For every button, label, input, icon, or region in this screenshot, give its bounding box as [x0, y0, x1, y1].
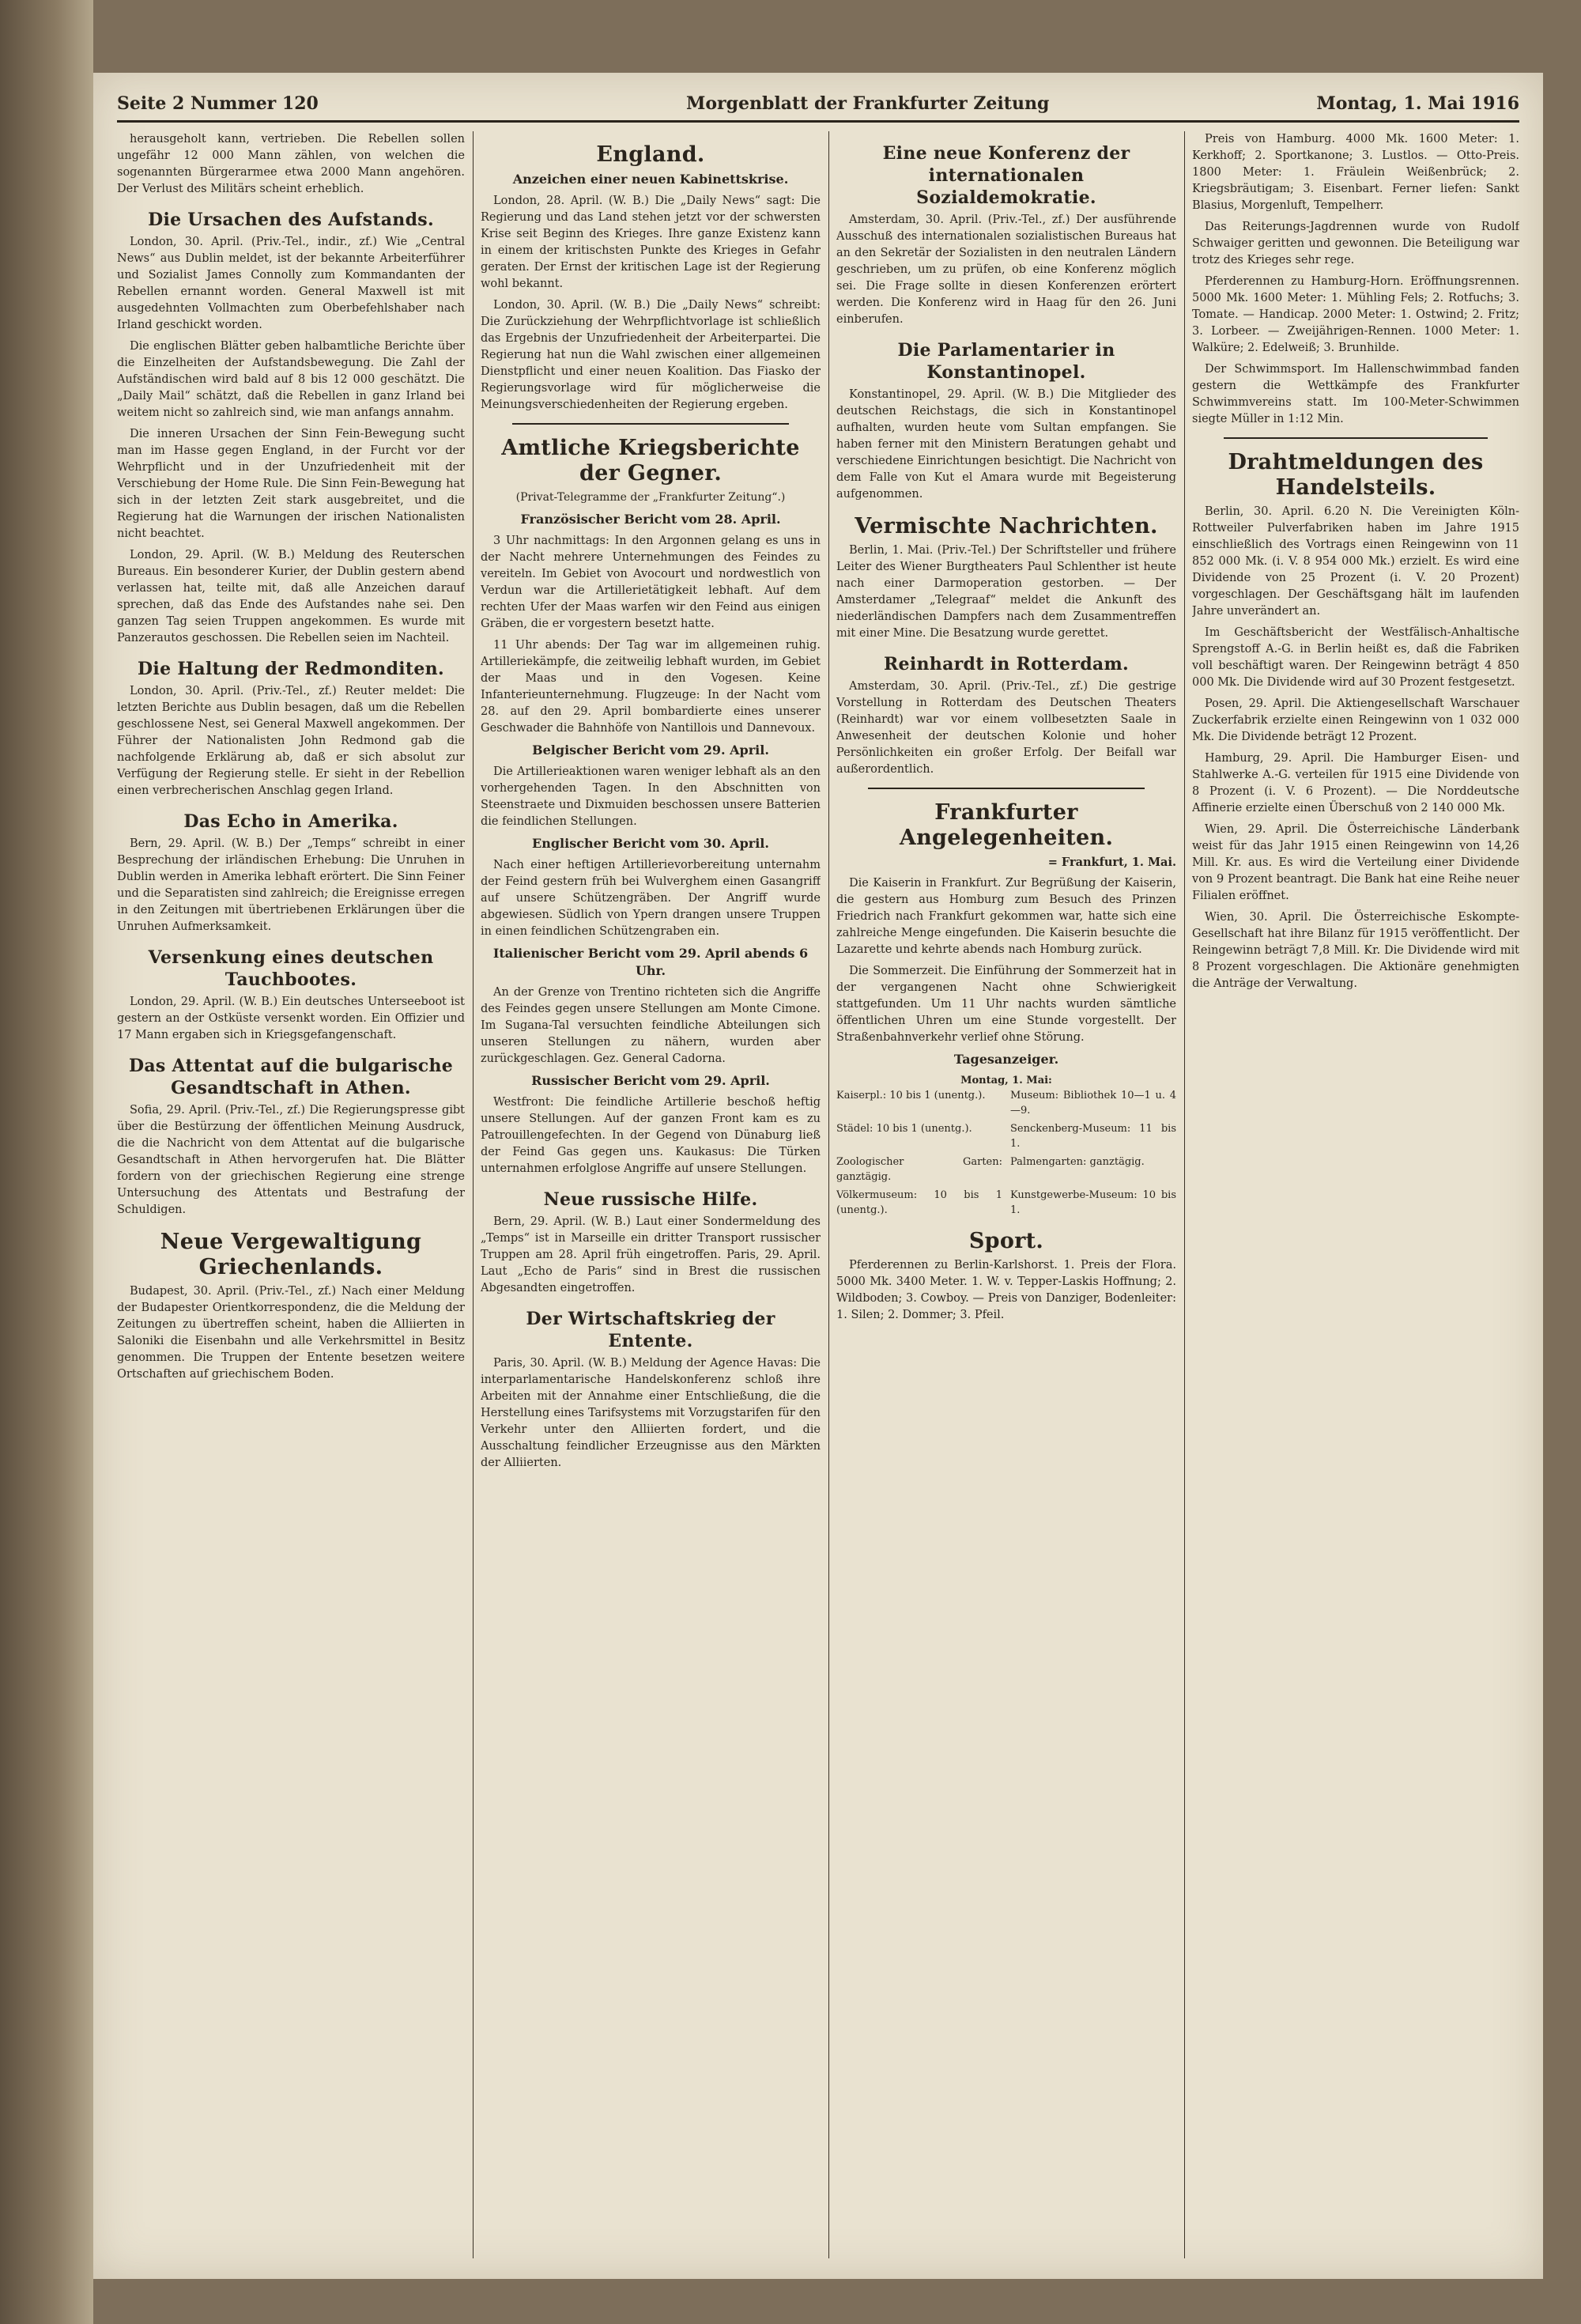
tagesanzeiger-date: Montag, 1. Mai:	[960, 1075, 1052, 1086]
list-item	[836, 1088, 1176, 1118]
paragraph: Bern, 29. April. (W. B.) Laut einer Sondermeldung des „Temps“ ist in Marseille ein dritter Transport russischer Truppen am 28. April früh eingetroffen. Paris, 29. April. Laut „Echo de Paris“ sind in Brest die russischen Abgesandten eingetroffen.	[481, 1215, 821, 1294]
paragraph: Budapest, 30. April. (Priv.-Tel., zf.) Nach einer Meldung der Budapester Orientkorrespondenz, die die Meldung der Zeitungen zu übertreffen scheint, haben die Alliierten in Saloniki die Eisenbahn und alle Verkehrsmittel in Besitz genommen. Die Truppen der Entente besetzen weitere Ortschaften auf griechischem Boden.	[117, 1285, 465, 1381]
tagesanzeiger-list	[836, 1073, 1176, 1218]
paragraph: Die inneren Ursachen der Sinn Fein-Bewegung sucht man im Hasse gegen England, in der Furcht vor der Wehrpflicht und in der Unzufriedenheit mit der Verschiebung der Home Rule. Die Sinn Fein-Bewegung hat sich in der letzten Zeit stark ausgebreitet, und die Regierung hat die Warnungen der irischen Nationalisten nicht beachtet.	[117, 428, 465, 540]
paragraph: Die Artillerieaktionen waren weniger lebhaft als an den vorhergehenden Tagen. In den Abschnitten von Steenstraete und Dixmuiden beschossen unsere Batterien die feindlichen Stellungen.	[481, 765, 821, 828]
headline-hilfe: Neue russische Hilfe.	[543, 1189, 758, 1210]
list-item-text: Städel: 10 bis 1 (unentg.).	[836, 1123, 972, 1135]
paragraph: Amsterdam, 30. April. (Priv.-Tel., zf.) Der ausführende Ausschuß des internationalen sozialistischen Bureaus hat an den Sekretär der Sozialisten in den neutralen Ländern geschrieben, um zu prüfen, ob eine Konferenz möglich sei. Die Frage sollte in diesen Konferenzen erörtert werden. Die Konferenz wird in Haag für den 26. Juni einberufen.	[836, 214, 1176, 326]
list-item	[836, 1121, 1176, 1151]
paragraph: London, 30. April. (W. B.) Die „Daily News“ schreibt: Die Zurückziehung der Wehrpflichtvorlage ist schließlich das Ergebnis der Unzufriedenheit der Arbeiterpartei. Die Regierung hat nun die Wahl zwischen einer allgemeinen Dienstpflicht und einer neuen Koalition. Das Fiasko der Regierungsvorlage wird für möglicherweise die Meinungsverschiedenheiten der Regierung ergeben.	[481, 299, 821, 411]
headline-amerika: Das Echo in Amerika.	[183, 811, 398, 832]
headline-reinhardt: Reinhardt in Rotterdam.	[883, 654, 1130, 675]
report-label-franz: Französischer Bericht vom 28. April.	[520, 512, 781, 527]
paragraph: Im Geschäftsbericht der Westfälisch-Anhaltische Sprengstoff A.-G. in Berlin heißt es, daß die Fabriken voll beschäftigt waren. Der Reingewinn beträgt 4 850 000 Mk. Die Dividende wird auf 30 Prozent festgesetzt.	[1192, 626, 1519, 689]
newspaper-page	[93, 73, 1543, 2279]
list-item-text: Kunstgewerbe-Museum: 10 bis 1.	[1010, 1189, 1176, 1216]
paragraph: London, 30. April. (Priv.-Tel., indir., zf.) Wie „Central News“ aus Dublin meldet, ist der bekannte Arbeiterführer und Sozialist James Connolly zum Kommandanten der Rebellen ernannt worden. General Maxwell ist mit ausgedehnten Vollmachten zum Oberbefehlshaber nach Irland geschickt worden.	[117, 236, 465, 331]
paragraph: An der Grenze von Trentino richteten sich die Angriffe des Feindes gegen unsere Stellungen am Monte Cimone. Im Sugana-Tal versuchten feindliche Abteilungen sich unseren Stellungen zu nähern, wurden aber zurückgeschlagen. Gez. General Cadorna.	[481, 986, 821, 1065]
paragraph: London, 29. April. (W. B.) Ein deutsches Unterseeboot ist gestern an der Ostküste versenkt worden. Ein Offizier und 17 Mann ergaben sich in Kriegsgefangenschaft.	[117, 996, 465, 1041]
report-label-russ: Russischer Bericht vom 29. April.	[531, 1073, 770, 1088]
paragraph: Die Sommerzeit. Die Einführung der Sommerzeit hat in der vergangenen Nacht ohne Schwierigkeit stattgefunden. Um 11 Uhr nachts wurden sämtliche öffentlichen Uhren um eine Stunde vorgestellt. Der Straßenbahnverkehr verlief ohne Störung.	[836, 965, 1176, 1044]
section-divider	[1224, 437, 1488, 439]
paragraph: Bern, 29. April. (W. B.) Der „Temps“ schreibt in einer Besprechung der irländischen Erhebung: Die Unruhen in Dublin werden in Amerika lebhaft erörtert. Die Sinn Feiner und die Separatisten sind zahlreich; die Ereignisse erregen in den Zeitungen mit übertriebenen Erklärungen über die Unruhen Aufmerksamkeit.	[117, 837, 465, 933]
list-item-text: Völkermuseum: 10 bis 1 (unentg.).	[836, 1189, 1002, 1216]
column-2	[481, 131, 821, 2258]
headline-vergewaltigung: Neue Vergewaltigung Griechenlands.	[160, 1230, 422, 1279]
column-rule	[473, 131, 474, 2258]
column-1	[117, 131, 465, 2258]
section-divider	[868, 788, 1145, 789]
paragraph: 11 Uhr abends: Der Tag war im allgemeinen ruhig. Artilleriekämpfe, die zeitweilig lebhaft wurden, im Gebiet der Maas und in den Vogesen. Keine Infanterieunternehmung. Flugzeuge: In der Nacht vom 28. auf den 29. April bombardierte eines unserer Geschwader die Bahnhöfe von Nantillois und Dannevoux.	[481, 639, 821, 735]
headline-konferenz: Eine neue Konferenz der internationalen Sozialdemokratie.	[882, 143, 1130, 208]
paper-title: Morgenblatt der Frankfurter Zeitung	[686, 93, 1050, 114]
paragraph: Hamburg, 29. April. Die Hamburger Eisen- und Stahlwerke A.-G. verteilen für 1915 eine Dividende von 8 Prozent (i. V. 6 Prozent). — Die Norddeutsche Affinerie erzielte einen Überschuß von 2 140 000 Mk.	[1192, 752, 1519, 814]
page-number-label: Seite 2 Nummer 120	[117, 93, 319, 114]
list-item-text: Senckenberg-Museum: 11 bis 1.	[1010, 1123, 1176, 1150]
headline-england: England.	[596, 142, 705, 167]
paragraph: Das Reiterungs-Jagdrennen wurde von Rudolf Schwaiger geritten und gewonnen. Die Beteiligung war trotz des Krieges sehr rege.	[1192, 221, 1519, 266]
issue-date: Montag, 1. Mai 1916	[1316, 93, 1519, 114]
article-fragment: herausgeholt kann, vertrieben. Die Rebellen sollen ungefähr 12 000 Mann zählen, von welchen die sogenannten Bürgerarmee etwa 2000 Mann angehören. Der Verlust des Militärs scheint erheblich.	[117, 133, 465, 195]
list-item	[836, 1188, 1176, 1218]
headline-wirtschaft: Der Wirtschaftskrieg der Entente.	[526, 1309, 775, 1351]
headline-attentat: Das Attentat auf die bulgarische Gesandtschaft in Athen.	[128, 1056, 454, 1098]
headline-tauchboot: Versenkung eines deutschen Tauchbootes.	[148, 947, 434, 990]
dateline: = Frankfurt, 1. Mai.	[1047, 856, 1176, 869]
subheadline-england: Anzeichen einer neuen Kabinettskrise.	[512, 172, 789, 187]
list-item-text: Museum: Bibliothek 10—1 u. 4—9.	[1010, 1090, 1176, 1117]
report-label-engl: Englischer Bericht vom 30. April.	[532, 836, 769, 851]
column-rule	[1184, 131, 1185, 2258]
section-divider	[512, 423, 789, 425]
paragraph: Die englischen Blätter geben halbamtliche Berichte über die Einzelheiten der Aufstandsbewegung. Die Zahl der Aufständischen wird bald auf 8 bis 12 000 geschätzt. Die „Daily Mail“ schätzt, daß die Rebellen in ganz Irland bei weitem nicht so zahlreich sind, wie man anfangs annahm.	[117, 340, 465, 419]
paragraph: Pferderennen zu Hamburg-Horn. Eröffnungsrennen. 5000 Mk. 1600 Meter: 1. Mühling Fels; 2. Rotfuchs; 3. Tomate. — Handicap. 2000 Meter: 1. Ostwind; 2. Fritz; 3. Lorbeer. — Zweijährigen-Rennen. 1000 Meter: 1. Walküre; 2. Edelweiß; 3. Brunhilde.	[1192, 275, 1519, 354]
paragraph: Preis von Hamburg. 4000 Mk. 1600 Meter: 1. Kerkhoff; 2. Sportkanone; 3. Lustlos. — Otto-Preis. 1800 Meter: 1. Fräulein Weißenbrück; 2. Kriegsbräutigam; 3. Eisenbart. Ferner liefen: Sankt Blasius, Morgenluft, Tempelherr.	[1192, 133, 1519, 212]
headline-parlamentarier: Die Parlamentarier in Konstantinopel.	[897, 340, 1115, 383]
headline-kriegsberichte: Amtliche Kriegsberichte der Gegner.	[501, 436, 800, 486]
paragraph: 3 Uhr nachmittags: In den Argonnen gelang es uns in der Nacht mehrere Unternehmungen des Feindes zu vereiteln. Im Gebiet von Avocourt und nordwestlich von Verdun war die Artillerietätigkeit lebhaft. Auf dem rechten Ufer der Maas warfen wir den Feind aus einigen Gräben, die er vorgestern besetzt hatte.	[481, 535, 821, 630]
headline-vermischte: Vermischte Nachrichten.	[855, 514, 1158, 538]
headline-frankfurt: Frankfurter Angelegenheiten.	[899, 800, 1114, 850]
headline-redmond: Die Haltung der Redmonditen.	[138, 659, 444, 679]
paragraph: Sofia, 29. April. (Priv.-Tel., zf.) Die Regierungspresse gibt über die Bestürzung der öffentlichen Meinung Ausdruck, die die Nachricht von dem Attentat auf die bulgarische Gesandtschaft in Athen hervorgerufen hat. Die Blätter fordern von der griechischen Regierung eine strenge Untersuchung des Attentats und Bestrafung der Schuldigen.	[117, 1104, 465, 1216]
paragraph: Pferderennen zu Berlin-Karlshorst. 1. Preis der Flora. 5000 Mk. 3400 Meter. 1. W. v. Tepper-Laskis Hoffnung; 2. Wildboden; 3. Cowboy. — Preis von Danziger, Bodenleiter: 1. Silen; 2. Dommer; 3. Pfeil.	[836, 1259, 1176, 1321]
paragraph: Westfront: Die feindliche Artillerie beschoß heftig unsere Stellungen. Auf der ganzen Front kam es zu Patrouillengefechten. In der Gegend von Dünaburg ließ der Feind Gas gegen uns. Kaukasus: Die Türken unternahmen erfolglose Angriffe auf unsere Stellungen.	[481, 1096, 821, 1175]
kriegsberichte-source: (Privat-Telegramme der „Frankfurter Zeitung“.)	[515, 491, 786, 504]
headline-ursachen: Die Ursachen des Aufstands.	[148, 210, 434, 230]
list-item-text: Zoologischer Garten: ganztägig.	[836, 1156, 1002, 1183]
paragraph: London, 30. April. (Priv.-Tel., zf.) Reuter meldet: Die letzten Berichte aus Dublin besagen, daß um die Rebellen geschlossene Nest, sei General Maxwell angekommen. Der Führer der Nationalisten John Redmond gab die nachfolgende Erklärung ab, daß er sich absolut zur Verfügung der Regierung stelle. Er sieht in der Rebellion einen verbrecherischen Anschlag gegen Irland.	[117, 685, 465, 797]
column-4	[1192, 131, 1519, 2258]
masthead	[117, 90, 1519, 123]
paragraph: Konstantinopel, 29. April. (W. B.) Die Mitglieder des deutschen Reichstags, die sich in Konstantinopel aufhalten, wurden heute vom Sultan empfangen. Sie haben ferner mit den Ministern Beratungen gehabt und verschiedene Einrichtungen besichtigt. Die Nachricht von dem Falle von Kut el Amara wurde mit Begeisterung aufgenommen.	[836, 388, 1176, 501]
paragraph: Paris, 30. April. (W. B.) Meldung der Agence Havas: Die interparlamentarische Handelskonferenz schloß ihre Arbeiten mit der Annahme einer Entschließung, die die Herstellung eines Tarifsystems mit Vorzugstarifen für den Verkehr unter den Alliierten fordert, und die Ausschaltung feindlicher Erzeugnisse aus den Märkten der Alliierten.	[481, 1357, 821, 1469]
report-label-belg: Belgischer Bericht vom 29. April.	[532, 743, 769, 758]
column-rule	[828, 131, 829, 2258]
paragraph: Der Schwimmsport. Im Hallenschwimmbad fanden gestern die Wettkämpfe des Frankfurter Schwimmvereins statt. Im 100-Meter-Schwimmen siegte Müller in 1:12 Min.	[1192, 363, 1519, 425]
paragraph: Posen, 29. April. Die Aktiengesellschaft Warschauer Zuckerfabrik erzielte einen Reingewinn von 1 032 000 Mk. Die Dividende beträgt 12 Prozent.	[1192, 697, 1519, 743]
list-item-text: Kaiserpl.: 10 bis 1 (unentg.).	[836, 1090, 986, 1102]
paragraph: Wien, 29. April. Die Österreichische Länderbank weist für das Jahr 1915 einen Reingewinn von 14,26 Mill. Kr. aus. Es wird die Verteilung einer Dividende von 9 Prozent beantragt. Die Bank hat eine Reihe neuer Filialen eröffnet.	[1192, 823, 1519, 902]
headline-sport: Sport.	[968, 1229, 1044, 1253]
binding-edge	[0, 0, 93, 2324]
headline-tagesanzeiger: Tagesanzeiger.	[953, 1052, 1059, 1067]
paragraph: London, 28. April. (W. B.) Die „Daily News“ sagt: Die Regierung und das Land stehen jetzt vor der schwersten Krise seit Beginn des Krieges. Ihre ganze Existenz kann in einem der kritischsten Punkte des Krieges in Gefahr geraten. Der Ernst der kritischen Lage ist der Regierung wohl bekannt.	[481, 195, 821, 290]
report-label-ital: Italienischer Bericht vom 29. April abends 6 Uhr.	[492, 946, 809, 978]
paragraph: London, 29. April. (W. B.) Meldung des Reuterschen Bureaus. Ein besonderer Kurier, der Dublin gestern abend verlassen hat, teilte mit, daß alle Anzeichen darauf sprechen, daß das Ende des Aufstandes nahe sei. Den ganzen Tag seien Truppen angekommen. Es wurde mit Panzerautos geschossen. Die Rebellen seien im Nachteil.	[117, 549, 465, 644]
paragraph: Berlin, 1. Mai. (Priv.-Tel.) Der Schriftsteller und frühere Leiter des Wiener Burgtheaters Paul Schlenther ist heute nach einer Darmoperation gestorben. — Der Amsterdamer „Telegraaf“ meldet die Ankunft des niederländischen Dampfers nach dem Zusammentreffen mit einer Mine. Die Besatzung wurde gerettet.	[836, 544, 1176, 640]
headline-handel: Drahtmeldungen des Handelsteils.	[1228, 450, 1484, 500]
paragraph: Wien, 30. April. Die Österreichische Eskompte-Gesellschaft hat ihre Bilanz für 1915 veröffentlicht. Der Reingewinn beträgt 7,8 Mill. Kr. Die Dividende wird mit 8 Prozent vorgeschlagen. Die Aktionäre genehmigten die Anträge der Verwaltung.	[1192, 911, 1519, 990]
paragraph: Amsterdam, 30. April. (Priv.-Tel., zf.) Die gestrige Vorstellung in Rotterdam des Deutschen Theaters (Reinhardt) war vor einem vollbesetzten Saale in Anwesenheit der deutschen Kolonie und hoher Persönlichkeiten ein großer Erfolg. Der Beifall war außerordentlich.	[836, 680, 1176, 776]
list-item-text: Palmengarten: ganztägig.	[1010, 1156, 1145, 1168]
column-3	[836, 131, 1176, 2258]
paragraph: Nach einer heftigen Artillerievorbereitung unternahm der Feind gestern früh bei Wulverghem einen Gasangriff auf unsere Schützengräben. Der Angriff wurde abgewiesen. Südlich von Ypern drangen unsere Truppen in einen feindlichen Schützengraben ein.	[481, 859, 821, 938]
list-item	[836, 1154, 1176, 1185]
paragraph: Berlin, 30. April. 6.20 N. Die Vereinigten Köln-Rottweiler Pulverfabriken haben im Jahre 1915 einschließlich des Vortrags einen Reingewinn von 11 852 000 Mk. (i. V. 8 954 000 Mk.) erzielt. Es wird eine Dividende von 25 Prozent (i. V. 20 Prozent) vorgeschlagen. Der Geschäftsgang hält im laufenden Jahre unverändert an.	[1192, 505, 1519, 618]
paragraph: Die Kaiserin in Frankfurt. Zur Begrüßung der Kaiserin, die gestern aus Homburg zum Besuch des Prinzen Friedrich nach Frankfurt gekommen war, hatte sich eine zahlreiche Menge eingefunden. Die Kaiserin besuchte die Lazarette und kehrte abends nach Homburg zurück.	[836, 877, 1176, 956]
